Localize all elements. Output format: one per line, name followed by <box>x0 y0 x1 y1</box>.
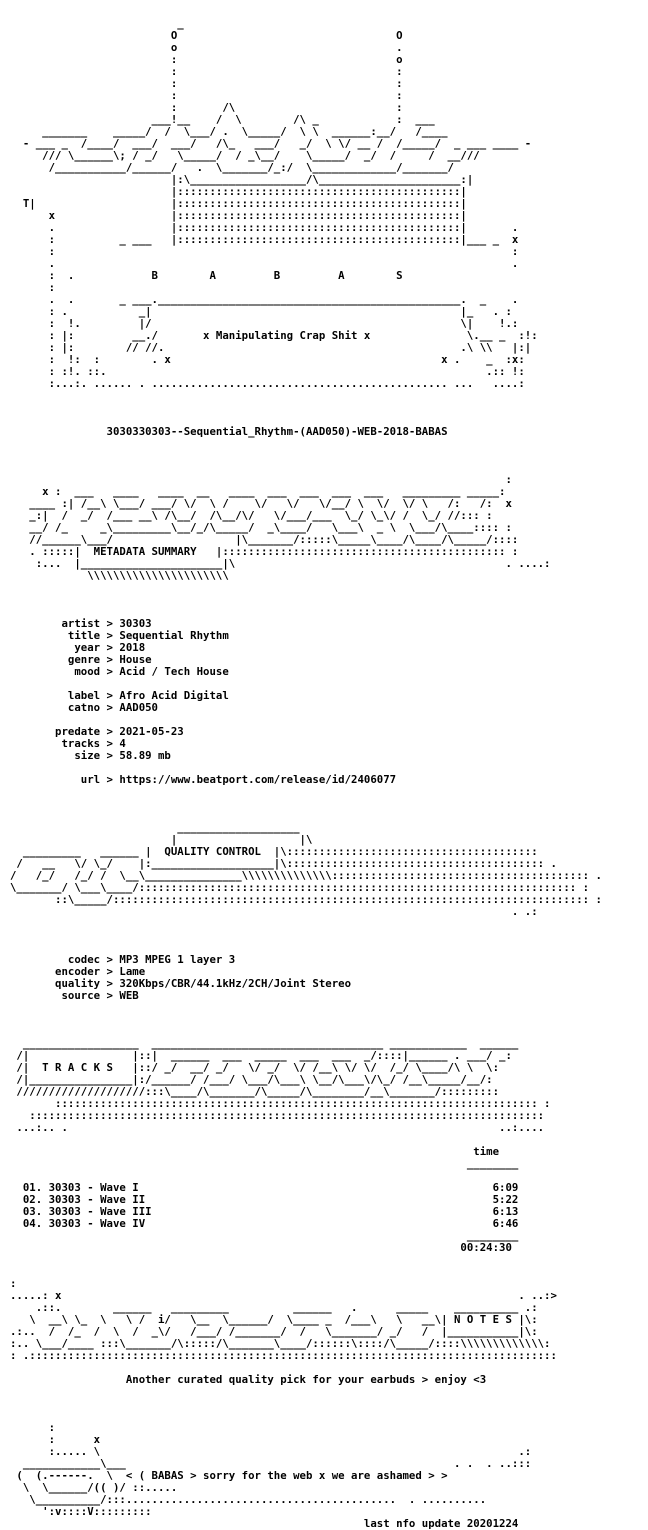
nfo-line <box>10 1386 602 1398</box>
nfo-line: / /_/ /_/ / \__\_______________\\\\\\\\\\\\\\:::::::::::::::::::::::::::::::::::::::: . <box>10 869 602 882</box>
nfo-line: \_______/ \___\____/:::::::::::::::::::::::::::::::::::::::::::::::::::::::::::::::::::: : <box>10 881 590 894</box>
nfo-line <box>10 402 602 414</box>
nfo-line: label > Afro Acid Digital <box>10 689 229 702</box>
nfo-line: |::::::::::::::::::::::::::::::::::::::::::::| <box>10 185 467 198</box>
nfo-line <box>10 1002 602 1014</box>
nfo-line: ___!__ / \ /\ _ : ___ <box>10 113 435 126</box>
nfo-line: \ \______/(( )/ ::..... <box>10 1481 178 1494</box>
nfo-line <box>10 918 602 930</box>
nfo-line <box>10 1266 602 1278</box>
nfo-line: Another curated quality pick for your earbuds > enjoy <3 <box>10 1373 487 1386</box>
nfo-line: ...:.. . ..:.... <box>10 1121 545 1134</box>
nfo-line: catno > AAD050 <box>10 701 158 714</box>
nfo-line: genre > House <box>10 653 152 666</box>
nfo-line: time <box>10 1145 500 1158</box>
nfo-line: - ___ _ /____/ ___/ ___/ /\_ ___/ _/ \ \/ __ / /_____/ _ ___ ____ - <box>10 137 532 150</box>
nfo-line: _:| / _/ /___ __\ /\__/ /\__/\/ \/___/___ \_/ \_\/ / \_/ //::: : <box>10 509 493 522</box>
nfo-line: : : <box>10 89 403 102</box>
nfo-line: tracks > 4 <box>10 737 126 750</box>
nfo-line: _________ ______ | QUALITY CONTROL |\::::::::::::::::::::::::::::::::::::::: <box>10 845 538 858</box>
nfo-line: title > Sequential Rhythm <box>10 629 229 642</box>
nfo-line: : _ ___ |::::::::::::::::::::::::::::::::::::::::::::|___ _ x <box>10 233 519 246</box>
nfo-line: ////////////////////:::\____/\_______/\_____/\________/__\_______/::::::::: <box>10 1085 500 1098</box>
nfo-line: 02. 30303 - Wave II 5:22 <box>10 1193 519 1206</box>
nfo-line: ________ <box>10 1157 519 1170</box>
nfo-line <box>10 1254 602 1266</box>
nfo-line: : <box>10 1421 56 1434</box>
nfo-line: ____ :| /__\ \___/ ___/ \/ \ / \/ \/ \/__/ \ \/ \/ \ /: /: x <box>10 497 512 510</box>
nfo-line: mood > Acid / Tech House <box>10 665 229 678</box>
nfo-line: __________________ ____________________________________ ____________ ______ <box>10 1037 519 1050</box>
nfo-line: : : <box>10 245 519 258</box>
nfo-line: :..... \ .: <box>10 1445 532 1458</box>
nfo-line: : !: : . x x . _ :x: <box>10 353 525 366</box>
nfo-line: . |::::::::::::::::::::::::::::::::::::::::::::| . <box>10 221 519 234</box>
nfo-line: x |::::::::::::::::::::::::::::::::::::::::::::| <box>10 209 467 222</box>
nfo-line: : o <box>10 53 403 66</box>
nfo-line: ':v::::V::::::::: <box>10 1505 152 1518</box>
nfo-line: /|________________|:/______/ /___/ \___/\___\ \__/\___\/\_/ /__\_____/__/: <box>10 1073 493 1086</box>
nfo-line: : .:::::::::::::::::::::::::::::::::::::::::::::::::::::::::::::::::::::::::::::::::: <box>10 1349 557 1362</box>
nfo-line: :... |______________________|\ . ....: <box>10 557 551 570</box>
nfo-line: last nfo update 20201224 <box>10 1517 519 1530</box>
nfo-line: ____________\___ . . . ..::: <box>10 1457 532 1470</box>
nfo-line <box>10 798 602 810</box>
nfo-line: : <box>10 281 56 294</box>
nfo-line: .:.. / /_ / \ / _\/ /___/ /_______/ / \_______/ _/ / |___________|\: <box>10 1325 538 1338</box>
nfo-line: O O <box>10 29 403 42</box>
nfo-line: ( (.------. \ < ( BABAS > sorry for the web x we are ashamed > > <box>10 1469 448 1482</box>
nfo-line: __/ /_ _\_________\__/_/\_____/ _\____/ \___\ _ \ \___/\____:::: : <box>10 521 512 534</box>
nfo-line <box>10 786 602 798</box>
nfo-line: //______\___/ |\_______/:::::\_____\____/\____/\_____/:::: <box>10 533 519 546</box>
nfo-line: : !. |/ \| !.: <box>10 317 519 330</box>
nfo-line: year > 2018 <box>10 641 146 654</box>
nfo-line: x : ___ ____ ____ __ ____ ___ ___ ___ ___ _________ _____: <box>10 485 506 498</box>
nfo-line: encoder > Lame <box>10 965 146 978</box>
nfo-line: /___________/______/ . \_______/_:/ \_____________/_______/ <box>10 161 454 174</box>
nfo-line: o . <box>10 41 403 54</box>
nfo-line: : /\ : <box>10 101 403 114</box>
nfo-line: 04. 30303 - Wave IV 6:46 <box>10 1217 519 1230</box>
nfo-line: | |\ <box>10 833 313 846</box>
nfo-line: / __ \/ \_/ |:___________________|\:::::::::::::::::::::::::::::::::::::::: . <box>10 857 557 870</box>
nfo-line: codec > MP3 MPEG 1 layer 3 <box>10 953 236 966</box>
nfo-line: .::. ______ _________ ______ . _____ __________ .: <box>10 1301 538 1314</box>
nfo-line: /| T R A C K S |::/ _/ __/ _/ \/ _/ \/ /__\ \/ \/ /_/ \____/\ \ \: <box>10 1061 500 1074</box>
nfo-line: _ <box>10 17 184 30</box>
nfo-line: 03. 30303 - Wave III 6:13 <box>10 1205 519 1218</box>
nfo-line: source > WEB <box>10 989 139 1002</box>
nfo-line: ___________________ <box>10 821 300 834</box>
nfo-line: :::::::::::::::::::::::::::::::::::::::::::::::::::::::::::::::::::::::::::::::: <box>10 1109 545 1122</box>
nfo-line <box>10 582 602 594</box>
nfo-line: 01. 30303 - Wave I 6:09 <box>10 1181 519 1194</box>
nfo-line: ::::::::::::::::::::::::::::::::::::::::::::::::::::::::::::::::::::::::::: : <box>10 1097 551 1110</box>
nfo-line <box>10 1410 602 1422</box>
nfo-line: size > 58.89 mb <box>10 749 171 762</box>
nfo-line: : <box>10 473 512 486</box>
nfo-line: 3030330303--Sequential_Rhythm-(AAD050)-WEB-2018-BABAS <box>10 425 448 438</box>
nfo-line: |:\__________________/\______________________:| <box>10 173 474 186</box>
nfo-line: \\\\\\\\\\\\\\\\\\\\\\ <box>10 569 229 582</box>
nfo-line <box>10 390 602 402</box>
nfo-line: : . _| |_ . : <box>10 305 512 318</box>
nfo-line <box>10 594 602 606</box>
nfo-line: predate > 2021-05-23 <box>10 725 184 738</box>
nfo-line: url > https://www.beatport.com/release/id/2406077 <box>10 773 397 786</box>
nfo-line <box>10 930 602 942</box>
nfo-line: artist > 30303 <box>10 617 152 630</box>
nfo-line: : : <box>10 77 403 90</box>
nfo-line: T| |::::::::::::::::::::::::::::::::::::::::::::| <box>10 197 467 210</box>
nfo-line: /// \______\; / _/ \_____/ / _\__/ \_____/ _/ / / __/// <box>10 149 480 162</box>
nfo-line: : x <box>10 1433 101 1446</box>
nfo-line: :...:. ...... . .............................................. ... ....: <box>10 377 525 390</box>
nfo-line: . .: <box>10 905 538 918</box>
nfo-line: : : <box>10 65 403 78</box>
nfo-line: : . B A B A S <box>10 269 403 282</box>
nfo-line: \__________/:::.......................................... . .......... <box>10 1493 487 1506</box>
nfo-line: :.. \___/____ :::\_______/\:::::/\_______\____/::::::\::::/\_____/::::\\\\\\\\\\\\\: <box>10 1337 551 1350</box>
nfo-line: /| |::| ______ ___ _____ ___ ___ _/::::|______ . ___/ _: <box>10 1049 512 1062</box>
nfo-line <box>10 438 602 450</box>
nfo-line: : :!. ::. .:: !: <box>10 365 525 378</box>
nfo-line: . . _ ___._______________________________________________. _ . <box>10 293 519 306</box>
nfo-line: . :::::| METADATA SUMMARY |:::::::::::::::::::::::::::::::::::::::::::: : <box>10 545 519 558</box>
nfo-line: ::\_____/:::::::::::::::::::::::::::::::::::::::::::::::::::::::::::::::::::::::::: : <box>10 893 602 906</box>
nfo-line: : <box>10 1277 17 1290</box>
nfo-line: \ __\ \_ \ \ / i/ \__ \______/ \____ _ /___\ \ __\| N O T E S |\: <box>10 1313 538 1326</box>
nfo-line: .....: x . ..:> <box>10 1289 557 1302</box>
nfo-line: 00:24:30 <box>10 1241 512 1254</box>
nfo-line: quality > 320Kbps/CBR/44.1kHz/2CH/Joint Stereo <box>10 977 352 990</box>
nfo-line: . . <box>10 257 519 270</box>
nfo-line <box>10 1398 602 1410</box>
nfo-document <box>10 6 602 1530</box>
nfo-line <box>10 1014 602 1026</box>
nfo-line <box>10 450 602 462</box>
nfo-line: : |: __./ x Manipulating Crap Shit x \.__ _ :!: <box>10 329 538 342</box>
nfo-line: ________ <box>10 1229 519 1242</box>
nfo-line: _______ _____/ / \___/ . \_____/ \ \ ______:__/ /____ <box>10 125 448 138</box>
nfo-line: : |: // //. .\ \\ |:| <box>10 341 532 354</box>
